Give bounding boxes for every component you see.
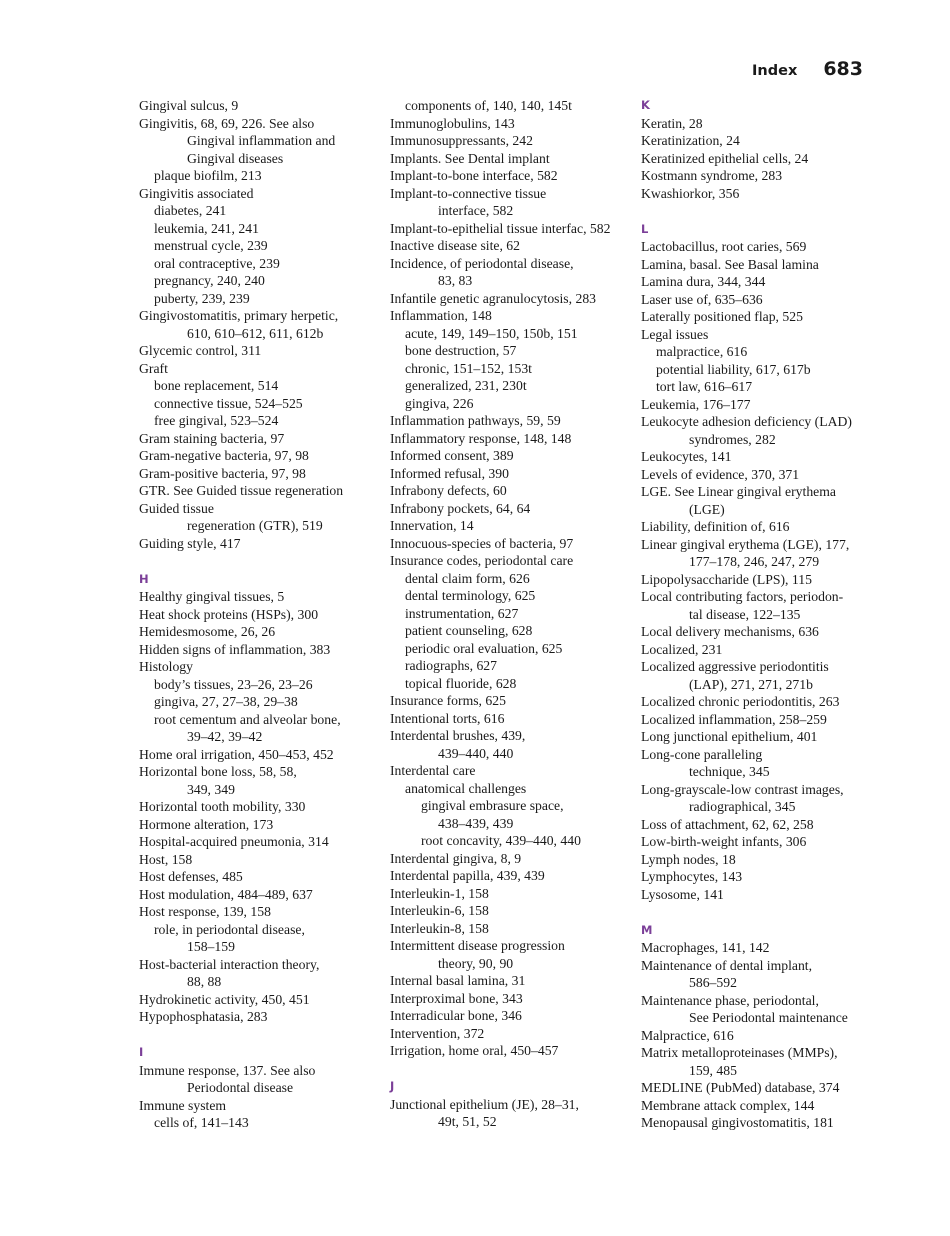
index-entry: Gram-negative bacteria, 97, 98 xyxy=(139,448,309,463)
page-number: 683 xyxy=(823,58,863,80)
index-entry: Leukemia, 176–177 xyxy=(641,396,751,412)
index-entry-continuation: 158–159 xyxy=(187,939,235,954)
running-header xyxy=(752,58,863,80)
index-subentry: body’s tissues, 23–26, 23–26 xyxy=(154,676,313,692)
index-subentry: generalized, 231, 230t xyxy=(405,378,527,393)
index-entry-continuation: 159, 485 xyxy=(689,1062,737,1078)
index-entry: Intentional torts, 616 xyxy=(390,710,505,726)
index-subentry: menstrual cycle, 239 xyxy=(154,238,268,253)
index-entry-continuation: 88, 88 xyxy=(187,974,222,989)
index-entry: Keratinized epithelial cells, 24 xyxy=(641,150,809,166)
index-entry: Immune response, 137. See also xyxy=(139,1062,316,1078)
index-entry-continuation: 349, 349 xyxy=(187,781,235,797)
index-entry: Local delivery mechanisms, 636 xyxy=(641,624,819,639)
index-entry-continuation: See Periodontal maintenance xyxy=(689,1010,848,1025)
index-entry: Lamina dura, 344, 344 xyxy=(641,274,766,289)
index-entry: Gingivitis associated xyxy=(139,185,254,201)
index-entry: Interdental gingiva, 8, 9 xyxy=(390,850,522,866)
index-entry-continuation: 439–440, 440 xyxy=(438,745,514,761)
index-subentry: oral contraceptive, 239 xyxy=(154,255,280,271)
index-entry: Inflammation pathways, 59, 59 xyxy=(390,413,561,428)
index-entry: Immunosuppressants, 242 xyxy=(390,133,533,148)
index-entry: GTR. See Guided tissue regeneration xyxy=(139,483,344,498)
index-subentry: gingival embrasure space, xyxy=(421,798,564,813)
index-entry: Hormone alteration, 173 xyxy=(139,816,274,832)
index-entry: Levels of evidence, 370, 371 xyxy=(641,466,800,482)
index-entry: Implant-to-bone interface, 582 xyxy=(390,168,558,183)
index-entry: Menopausal gingivostomatitis, 181 xyxy=(641,1115,834,1130)
index-subentry: bone replacement, 514 xyxy=(154,378,279,393)
index-entry: LGE. See Linear gingival erythema xyxy=(641,484,836,499)
index-entry: Localized chronic periodontitis, 263 xyxy=(641,694,840,709)
index-entry: Localized inflammation, 258–259 xyxy=(641,711,827,727)
index-subentry: radiographs, 627 xyxy=(405,658,497,673)
index-entry: Implant-to-connective tissue xyxy=(390,185,547,201)
index-entry-continuation: 438–439, 439 xyxy=(438,815,514,831)
index-entry: Guided tissue xyxy=(139,500,214,516)
index-entry-continuation: 49t, 51, 52 xyxy=(438,1114,497,1129)
index-subentry: dental terminology, 625 xyxy=(405,588,536,603)
index-entry: Host defenses, 485 xyxy=(139,869,243,884)
index-subentry: chronic, 151–152, 153t xyxy=(405,360,532,376)
index-entry: Junctional epithelium (JE), 28–31, xyxy=(390,1096,579,1112)
index-entry: Heat shock proteins (HSPs), 300 xyxy=(139,606,319,622)
index-entry-continuation: interface, 582 xyxy=(438,203,514,218)
index-entry: Localized, 231 xyxy=(641,641,723,657)
index-subentry: bone destruction, 57 xyxy=(405,343,517,358)
section-letter: K xyxy=(641,98,650,112)
index-entry: Internal basal lamina, 31 xyxy=(390,973,526,988)
index-entry: Intermittent disease progression xyxy=(390,938,565,953)
index-entry-continuation: 39–42, 39–42 xyxy=(187,729,263,744)
index-entry: Maintenance phase, periodontal, xyxy=(641,992,819,1008)
index-entry: Leukocyte adhesion deficiency (LAD) xyxy=(641,414,852,429)
index-column-2 xyxy=(390,97,630,1131)
index-entry: MEDLINE (PubMed) database, 374 xyxy=(641,1080,840,1095)
index-subentry: gingiva, 226 xyxy=(405,395,474,411)
index-entry: Laser use of, 635–636 xyxy=(641,291,763,307)
index-subentry: potential liability, 617, 617b xyxy=(656,361,811,377)
index-entry: Kwashiorkor, 356 xyxy=(641,185,740,201)
index-subentry: gingiva, 27, 27–38, 29–38 xyxy=(154,694,298,709)
index-entry: Maintenance of dental implant, xyxy=(641,957,813,973)
index-entry: Horizontal tooth mobility, 330 xyxy=(139,799,306,814)
index-entry: Host modulation, 484–489, 637 xyxy=(139,886,313,902)
index-entry: Linear gingival erythema (LGE), 177, xyxy=(641,536,850,552)
index-entry: Macrophages, 141, 142 xyxy=(641,940,770,955)
index-entry: Incidence, of periodontal disease, xyxy=(390,255,574,271)
index-subentry: tort law, 616–617 xyxy=(656,379,753,394)
index-subentry: role, in periodontal disease, xyxy=(154,921,305,937)
index-entry-continuation: regeneration (GTR), 519 xyxy=(187,518,323,533)
index-entry: Gingivitis, 68, 69, 226. See also xyxy=(139,115,315,131)
index-subentry: plaque biofilm, 213 xyxy=(154,168,262,183)
index-entry: Membrane attack complex, 144 xyxy=(641,1097,815,1113)
index-entry: Loss of attachment, 62, 62, 258 xyxy=(641,816,814,832)
section-letter: J xyxy=(390,1079,395,1093)
index-entry: Interdental brushes, 439, xyxy=(390,728,526,743)
index-column-3 xyxy=(641,97,881,1132)
index-entry: Matrix metalloproteinases (MMPs), xyxy=(641,1045,838,1060)
index-entry: Histology xyxy=(139,659,193,674)
index-entry-continuation: radiographical, 345 xyxy=(689,799,796,814)
index-entry: Kostmann syndrome, 283 xyxy=(641,168,783,183)
index-entry-continuation: syndromes, 282 xyxy=(689,431,776,447)
section-letter: H xyxy=(139,571,149,586)
index-subentry: puberty, 239, 239 xyxy=(154,290,250,306)
index-subentry: root concavity, 439–440, 440 xyxy=(421,833,581,848)
index-entry: Inflammation, 148 xyxy=(390,308,492,323)
index-entry: Interdental papilla, 439, 439 xyxy=(390,868,545,883)
index-entry: Gingival sulcus, 9 xyxy=(139,98,239,113)
index-entry: Host, 158 xyxy=(139,851,193,867)
index-entry: Interleukin-8, 158 xyxy=(390,920,489,936)
index-entry: Implants. See Dental implant xyxy=(390,150,550,166)
index-entry: Inactive disease site, 62 xyxy=(390,238,520,253)
index-subentry: instrumentation, 627 xyxy=(405,605,519,621)
index-entry: Insurance codes, periodontal care xyxy=(390,553,574,568)
index-entry: Laterally positioned flap, 525 xyxy=(641,309,803,324)
index-entry: Hemidesmosome, 26, 26 xyxy=(139,624,276,639)
index-subentry: dental claim form, 626 xyxy=(405,570,530,586)
index-entry: Host-bacterial interaction theory, xyxy=(139,956,320,972)
index-entry-continuation: Gingival inflammation and xyxy=(187,133,336,148)
index-entry: Immune system xyxy=(139,1097,227,1113)
index-entry: Lamina, basal. See Basal lamina xyxy=(641,256,819,272)
index-entry: Infantile genetic agranulocytosis, 283 xyxy=(390,290,597,306)
index-entry: Lymph nodes, 18 xyxy=(641,851,736,867)
index-entry-continuation: theory, 90, 90 xyxy=(438,955,514,971)
index-entry: Lactobacillus, root caries, 569 xyxy=(641,239,807,254)
index-entry: Lymphocytes, 143 xyxy=(641,869,743,884)
index-entry-continuation: (LGE) xyxy=(689,501,725,517)
index-entry: Interproximal bone, 343 xyxy=(390,990,523,1006)
index-entry: Legal issues xyxy=(641,326,709,342)
index-entry: Hypophosphatasia, 283 xyxy=(139,1009,268,1024)
index-subentry: components of, 140, 140, 145t xyxy=(405,98,572,113)
index-entry-continuation: Periodontal disease xyxy=(187,1080,294,1095)
index-entry: Gingivostomatitis, primary herpetic, xyxy=(139,308,339,323)
index-entry: Innocuous-species of bacteria, 97 xyxy=(390,535,574,551)
index-entry: Interleukin-6, 158 xyxy=(390,903,489,918)
index-entry: Interdental care xyxy=(390,763,476,778)
index-entry: Informed consent, 389 xyxy=(390,448,514,463)
index-entry: Insurance forms, 625 xyxy=(390,693,506,708)
index-entry: Hospital-acquired pneumonia, 314 xyxy=(139,834,329,849)
index-subentry: anatomical challenges xyxy=(405,780,527,796)
index-entry: Lysosome, 141 xyxy=(641,886,724,902)
index-entry: Infrabony pockets, 64, 64 xyxy=(390,500,531,516)
index-subentry: pregnancy, 240, 240 xyxy=(154,273,265,288)
index-entry: Home oral irrigation, 450–453, 452 xyxy=(139,746,334,762)
index-subentry: patient counseling, 628 xyxy=(405,623,533,638)
index-entry: Glycemic control, 311 xyxy=(139,343,262,358)
index-entry-continuation: 83, 83 xyxy=(438,273,473,288)
index-entry: Leukocytes, 141 xyxy=(641,449,732,464)
index-entry: Keratin, 28 xyxy=(641,115,703,131)
index-entry: Local contributing factors, periodon- xyxy=(641,589,844,604)
index-entry: Guiding style, 417 xyxy=(139,535,241,551)
index-subentry: acute, 149, 149–150, 150b, 151 xyxy=(405,325,578,341)
index-subentry: cells of, 141–143 xyxy=(154,1115,249,1130)
section-letter: M xyxy=(641,922,653,937)
index-subentry: periodic oral evaluation, 625 xyxy=(405,640,563,656)
index-entry: Innervation, 14 xyxy=(390,518,474,533)
index-entry-continuation: (LAP), 271, 271, 271b xyxy=(689,676,813,692)
index-entry: Hidden signs of inflammation, 383 xyxy=(139,641,331,657)
index-subentry: leukemia, 241, 241 xyxy=(154,220,259,236)
index-subentry: free gingival, 523–524 xyxy=(154,413,279,428)
index-entry: Keratinization, 24 xyxy=(641,133,740,148)
index-entry: Interradicular bone, 346 xyxy=(390,1008,522,1023)
index-entry: Infrabony defects, 60 xyxy=(390,483,507,498)
index-entry-continuation: tal disease, 122–135 xyxy=(689,606,801,622)
index-subentry: root cementum and alveolar bone, xyxy=(154,711,341,727)
index-entry: Long-cone paralleling xyxy=(641,746,763,762)
index-subentry: diabetes, 241 xyxy=(154,203,227,218)
index-entry: Malpractice, 616 xyxy=(641,1027,734,1043)
index-entry: Horizontal bone loss, 58, 58, xyxy=(139,764,297,779)
index-entry-continuation: technique, 345 xyxy=(689,764,770,779)
section-letter: L xyxy=(641,221,649,236)
index-entry: Immunoglobulins, 143 xyxy=(390,115,515,131)
index-entry: Inflammatory response, 148, 148 xyxy=(390,430,572,446)
index-entry: Lipopolysaccharide (LPS), 115 xyxy=(641,571,812,587)
index-entry: Localized aggressive periodontitis xyxy=(641,659,829,674)
section-letter: I xyxy=(139,1045,144,1059)
index-entry: Implant-to-epithelial tissue interfac, 582 xyxy=(390,220,611,236)
index-entry-continuation: 586–592 xyxy=(689,975,737,990)
index-entry: Informed refusal, 390 xyxy=(390,465,509,481)
index-entry: Liability, definition of, 616 xyxy=(641,519,790,534)
index-entry: Healthy gingival tissues, 5 xyxy=(139,589,285,604)
index-entry-continuation: Gingival diseases xyxy=(187,150,284,166)
index-entry: Interleukin-1, 158 xyxy=(390,885,489,901)
index-subentry: malpractice, 616 xyxy=(656,344,748,359)
index-entry: Host response, 139, 158 xyxy=(139,904,271,919)
index-entry: Long junctional epithelium, 401 xyxy=(641,729,818,744)
index-entry: Irrigation, home oral, 450–457 xyxy=(390,1043,559,1058)
index-entry: Hydrokinetic activity, 450, 451 xyxy=(139,991,310,1007)
index-entry-continuation: 610, 610–612, 611, 612b xyxy=(187,325,324,341)
index-entry: Graft xyxy=(139,360,168,376)
index-entry: Gram staining bacteria, 97 xyxy=(139,430,285,446)
index-column-1 xyxy=(139,97,379,1132)
index-entry: Long-grayscale-low contrast images, xyxy=(641,781,844,797)
index-entry: Intervention, 372 xyxy=(390,1025,485,1041)
index-subentry: topical fluoride, 628 xyxy=(405,675,517,691)
index-entry: Gram-positive bacteria, 97, 98 xyxy=(139,465,306,481)
index-subentry: connective tissue, 524–525 xyxy=(154,395,303,411)
index-entry-continuation: 177–178, 246, 247, 279 xyxy=(689,554,820,569)
header-label: Index xyxy=(752,63,798,79)
index-entry: Low-birth-weight infants, 306 xyxy=(641,834,807,849)
